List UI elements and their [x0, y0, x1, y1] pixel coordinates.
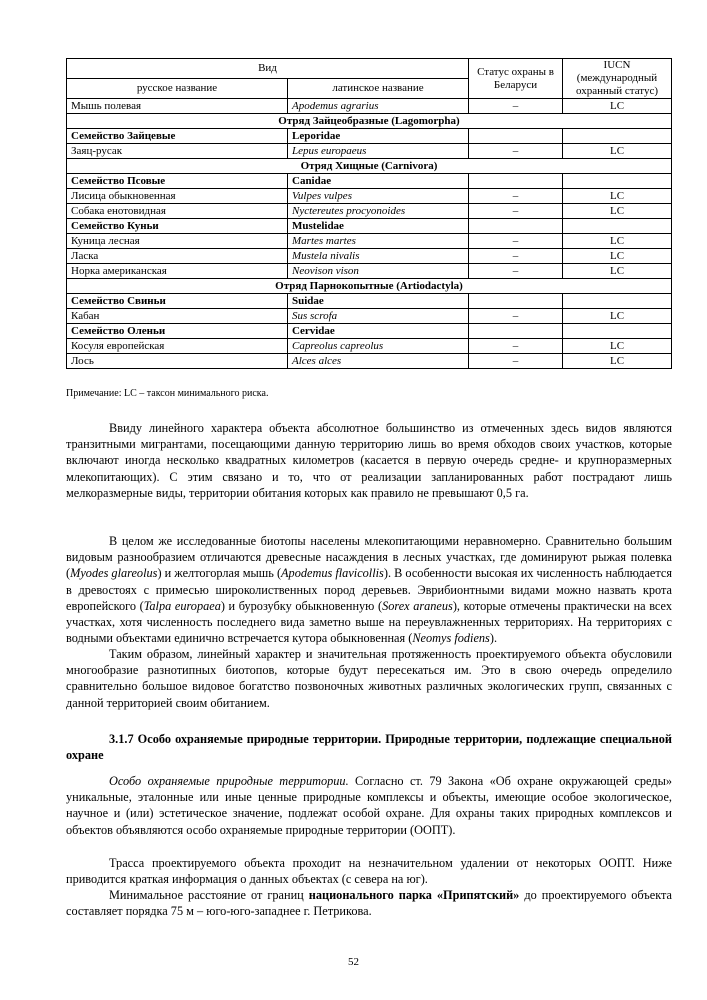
- header-ru-name: русское название: [67, 79, 288, 99]
- species-ru-name: Лисица обыкновенная: [67, 189, 288, 204]
- paragraph-transit-text: Ввиду линейного характера объекта абсолютное большинство из отмеченных здесь видов являются транзитными мигрантами, посещающими данную территорию лишь во время обходов своих участков, которые включают иногда несколько квадратных километров (касается в первую очередь средне- и крупноразмерных млекопитающих). С этим связано и то, что от реализации запланированных работ пострадают лишь мелкоразмерные виды, территории обитания которых как правило не превышают 0,5 га.: [66, 421, 672, 500]
- family-status-cell: [469, 219, 563, 234]
- latin-name: Neomys fodiens: [412, 631, 490, 646]
- text-run: ).: [489, 631, 498, 646]
- order-name: Отряд Хищные (Carnivora): [67, 159, 672, 174]
- species-iucn: LC: [563, 189, 672, 204]
- paragraph-route: [66, 855, 672, 887]
- species-lat-name: Apodemus agrarius: [288, 99, 469, 114]
- page-number: 52: [348, 956, 359, 968]
- species-row: [67, 249, 672, 264]
- table-note: Примечание: LC – таксон минимального риска.: [66, 388, 269, 399]
- paragraph-biotopes: [66, 533, 672, 646]
- paragraph-transit: [66, 420, 672, 501]
- paragraph-national-park: [66, 887, 672, 919]
- species-row: [67, 99, 672, 114]
- family-lat-name: Canidae: [288, 174, 469, 189]
- family-row: [67, 174, 672, 189]
- paragraph-conclusion-text: Таким образом, линейный характер и значительная протяженность проектируемого объекта обусловили многообразие разнотипных биотопов, которые будут пересекаться им. Это в свою очередь определило сравнительно большое видовое богатство позвоночных животных различных экологических групп, связанных с данной территорией своим обитанием.: [66, 647, 672, 710]
- species-ru-name: Мышь полевая: [67, 99, 288, 114]
- species-row: [67, 354, 672, 369]
- header-vid: Вид: [67, 59, 469, 79]
- family-iucn-cell: [563, 129, 672, 144]
- text-run: ) и бурозубку обыкновенную (: [220, 598, 383, 613]
- species-iucn: LC: [563, 339, 672, 354]
- species-row: [67, 144, 672, 159]
- park-name: национального парка «Припятский»: [308, 888, 520, 902]
- family-status-cell: [469, 294, 563, 309]
- species-ru-name: Норка американская: [67, 264, 288, 279]
- latin-name: Apodemus flavicollis: [281, 566, 384, 581]
- family-row: [67, 324, 672, 339]
- species-iucn: LC: [563, 144, 672, 159]
- species-ru-name: Заяц-русак: [67, 144, 288, 159]
- species-iucn: LC: [563, 249, 672, 264]
- species-table: [66, 58, 672, 369]
- family-status-cell: [469, 129, 563, 144]
- species-lat-name: Neovison vison: [288, 264, 469, 279]
- order-row: [67, 159, 672, 174]
- paragraph-conclusion: [66, 646, 672, 711]
- family-status-cell: [469, 324, 563, 339]
- species-iucn: LC: [563, 204, 672, 219]
- order-row: [67, 114, 672, 129]
- family-ru-name: Семейство Зайцевые: [67, 129, 288, 144]
- latin-name: Talpa europaea: [143, 598, 221, 613]
- species-row: [67, 204, 672, 219]
- text-run: Минимальное расстояние от границ: [109, 888, 309, 902]
- species-lat-name: Vulpes vulpes: [288, 189, 469, 204]
- text-run: ). В особенности высокая их численность наблюдается в древостоях с примесью широколиственных пород деревьев. Эврибионтными видами можно назвать крота европейского (: [66, 566, 672, 613]
- species-lat-name: Nyctereutes procyonoides: [288, 204, 469, 219]
- species-ru-name: Лось: [67, 354, 288, 369]
- species-ru-name: Куница лесная: [67, 234, 288, 249]
- species-ru-name: Косуля европейская: [67, 339, 288, 354]
- header-status: Статус охраны в Беларуси: [469, 59, 563, 99]
- paragraph-protected-areas: [66, 773, 672, 838]
- species-ru-name: Кабан: [67, 309, 288, 324]
- section-heading: [66, 731, 672, 763]
- family-lat-name: Mustelidae: [288, 219, 469, 234]
- paragraph-biotopes-text: [66, 533, 672, 646]
- species-lat-name: Lepus europaeus: [288, 144, 469, 159]
- species-row: [67, 264, 672, 279]
- species-lat-name: Mustela nivalis: [288, 249, 469, 264]
- text-run: В целом же исследованные биотопы населены млекопитающими неравномерно. Сравнительно большим видовым разнообразием отличаются древесные насаждения в лесных участках, где доминируют рыжая полевка (: [66, 534, 672, 581]
- table-header-row: [67, 59, 672, 79]
- family-lat-name: Suidae: [288, 294, 469, 309]
- species-iucn: LC: [563, 309, 672, 324]
- paragraph-national-park-text: [66, 887, 672, 919]
- family-iucn-cell: [563, 324, 672, 339]
- latin-name: Sorex araneus: [382, 598, 453, 613]
- header-iucn: IUCN (международный охранный статус): [563, 59, 672, 99]
- family-lat-name: Cervidae: [288, 324, 469, 339]
- species-lat-name: Alces alces: [288, 354, 469, 369]
- species-ru-name: Собака енотовидная: [67, 204, 288, 219]
- species-table-body: [67, 59, 672, 369]
- species-row: [67, 339, 672, 354]
- species-iucn: LC: [563, 264, 672, 279]
- species-lat-name: Sus scrofa: [288, 309, 469, 324]
- family-row: [67, 219, 672, 234]
- species-status: –: [469, 249, 563, 264]
- species-status: –: [469, 144, 563, 159]
- paragraph-protected-areas-text: [66, 773, 672, 838]
- species-iucn: LC: [563, 354, 672, 369]
- family-ru-name: Семейство Псовые: [67, 174, 288, 189]
- text-run: до проектируемого объекта составляет порядка 75 м – юго-юго-западнее г. Петрикова.: [66, 888, 672, 919]
- family-iucn-cell: [563, 174, 672, 189]
- family-iucn-cell: [563, 219, 672, 234]
- species-status: –: [469, 339, 563, 354]
- latin-name: Myodes glareolus: [70, 566, 158, 581]
- species-status: –: [469, 204, 563, 219]
- family-ru-name: Семейство Куньи: [67, 219, 288, 234]
- text-run: Согласно ст. 79 Закона «Об охране окружающей среды» уникальные, эталонные или иные ценные природные комплексы и объекты, имеющие особое экологическое, научное и (или) эстетическое значение, подлежат особой охране. Для охраны таких природных комплексов и объектов объявляются особо охраняемые природные территории (ООПТ).: [66, 774, 672, 837]
- family-ru-name: Семейство Оленьи: [67, 324, 288, 339]
- order-row: [67, 279, 672, 294]
- species-row: [67, 309, 672, 324]
- family-lat-name: Leporidae: [288, 129, 469, 144]
- species-row: [67, 234, 672, 249]
- family-status-cell: [469, 174, 563, 189]
- species-status: –: [469, 354, 563, 369]
- species-lat-name: Martes martes: [288, 234, 469, 249]
- species-iucn: LC: [563, 234, 672, 249]
- species-status: –: [469, 99, 563, 114]
- species-status: –: [469, 189, 563, 204]
- species-row: [67, 189, 672, 204]
- text-run: ) и желтогорлая мышь (: [157, 566, 282, 581]
- header-lat-name: латинское название: [288, 79, 469, 99]
- section-heading-text: 3.1.7 Особо охраняемые природные территории. Природные территории, подлежащие специальной охране: [66, 732, 672, 763]
- species-iucn: LC: [563, 99, 672, 114]
- family-row: [67, 294, 672, 309]
- species-ru-name: Ласка: [67, 249, 288, 264]
- paragraph-route-text: Трасса проектируемого объекта проходит на незначительном удалении от некоторых ООПТ. Ниже приводится краткая информация о данных объектах (с севера на юг).: [66, 856, 672, 887]
- family-ru-name: Семейство Свиньи: [67, 294, 288, 309]
- species-lat-name: Capreolus capreolus: [288, 339, 469, 354]
- species-status: –: [469, 309, 563, 324]
- order-name: Отряд Зайцеобразные (Lagomorpha): [67, 114, 672, 129]
- species-status: –: [469, 264, 563, 279]
- family-row: [67, 129, 672, 144]
- species-status: –: [469, 234, 563, 249]
- order-name: Отряд Парнокопытные (Artiodactyla): [67, 279, 672, 294]
- term-italic: Особо охраняемые природные территории.: [109, 774, 349, 788]
- family-iucn-cell: [563, 294, 672, 309]
- text-run: ), которые отмечены практически на всех участках, хотя численность последнего вида заметно выше на переувлажненных территориях. На территориях с водными объектами единично встречается кутора обыкновенная (: [66, 598, 672, 646]
